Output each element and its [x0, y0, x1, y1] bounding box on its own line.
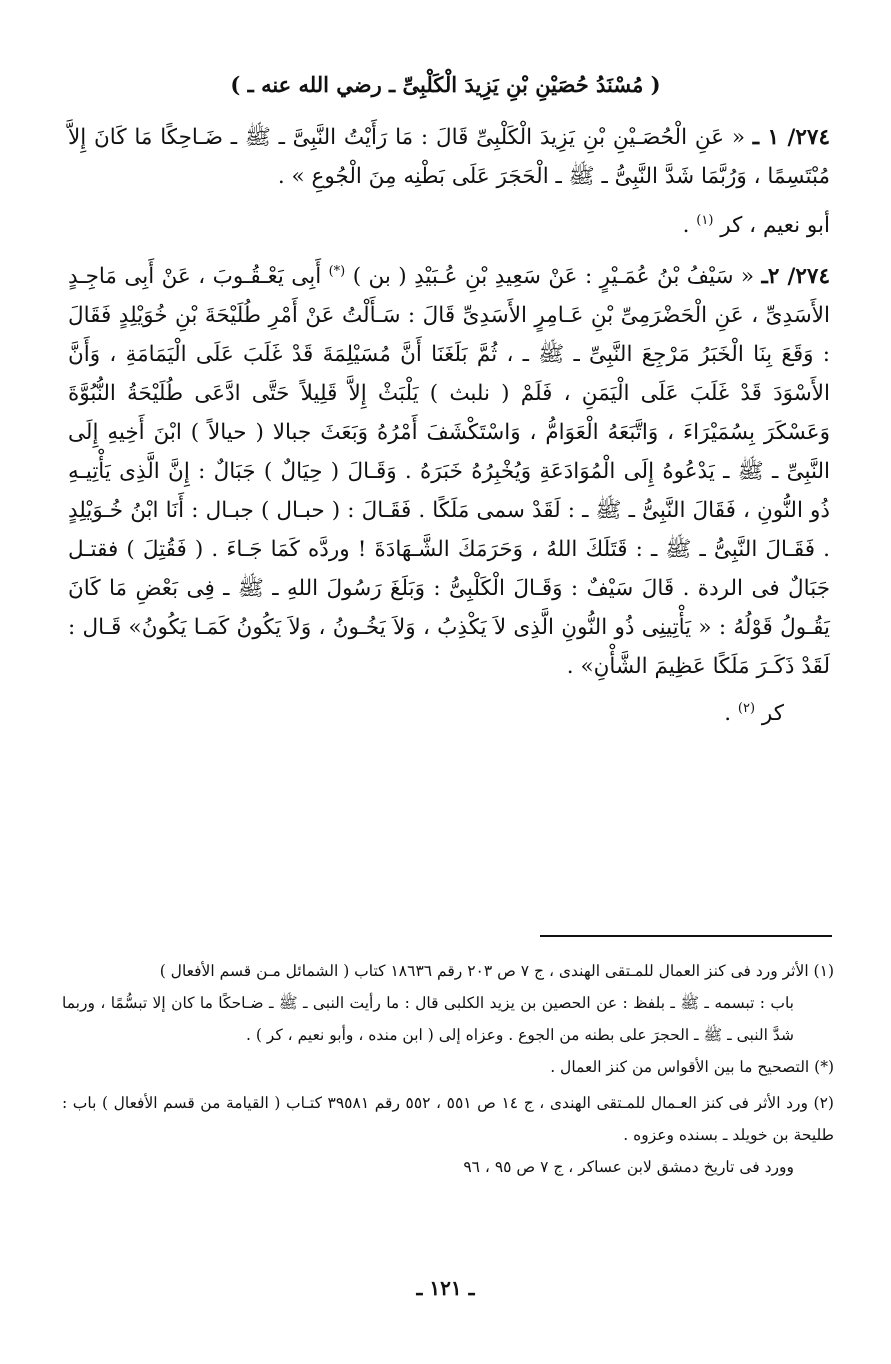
hadith-number: ٢٧٤/ ٢ـ	[761, 264, 830, 289]
hadith-source: كر $^{(٢)}$ .	[724, 700, 784, 726]
hadith-paragraph	[68, 257, 830, 686]
hadith-source: أبو نعيم ، كر $^{(١)}$ .	[682, 212, 830, 238]
hadith-text: « عَنِ الْحُصَـيْنِ بْنِ يَزِيدَ الْكَلْبِىِّ قَالَ : مَا رَأَيْتُ النَّبِىَّ ـ ﷺ ـ ضَـاحِكًا مَا كَانَ إِلاَّ مُبْتَسِمًا ، وَرُبَّمَا شَدَّ النَّبِىُّ ـ ﷺ ـ الْحَجَرَ عَلَى بَطْنِه مِنَ الْجُوعِ » .	[68, 125, 830, 189]
hadith-paragraph	[68, 118, 830, 196]
section-title: ( مُسْنَدُ حُصَيْنِ بْنِ يَزِيدَ الْكَلْبِىِّ ـ رضي الله عنه ـ )	[230, 72, 661, 97]
footnote-ref: (١)	[696, 212, 714, 228]
hadith-text: « سَيْفُ بْنُ عُمَـيْرٍ : عَنْ سَعِيدِ بْنِ عُـبَيْدِ ( بن )	[352, 264, 755, 289]
footnote-1-cont: باب : تبسمه ـ ﷺ ـ بلفظ : عن الحصين بن يزيد الكلبى قال : ما رأيت النبى ـ ﷺ ـ ضـاحكًا ما كان إلا تبسُّمًا ، وربما شدَّ النبى ـ ﷺ ـ الحجرَ على بطنه من الجوع . وعزاه إلى ( ابن منده ، وأبو نعيم ، كر ) .	[62, 994, 794, 1044]
main-text	[68, 118, 830, 733]
hadith-number: ٢٧٤/ ١ ـ	[752, 125, 830, 150]
footnote-ref: (٢)	[737, 700, 756, 716]
footnote-2-cont: وورد فى تاريخ دمشق لابن عساكر ، ج ٧ ص ٩٥ ، ٩٦	[463, 1158, 794, 1176]
page-number: ـ ١٢١ ـ	[416, 1276, 475, 1300]
footnote-star: (*) التصحيح ما بين الأقواس من كنز العمال .	[550, 1058, 834, 1076]
hadith-text: أَبِى يَعْـقُـوبَ ، عَنْ أَبِى مَاجِـدٍ الأَسَدِىِّ ، عَنِ الْحَضْرَمِىِّ بْنِ عَـامِرٍ الأَسَدِىِّ قَالَ : سَـأَلْتُ عَنْ أَمْرِ طُلَيْحَةَ بْنِ خُوَيْلِدٍ فَقَالَ : وَقَعَ بِنَا الْخَبَرُ مَرْجِعَ النَّبِىِّ ـ ﷺ ـ ، ثُمَّ بَلَغَنَا أَنَّ مُسَيْلِمَةَ قَدْ غَلَبَ عَلَى الْيَمَامَةِ ، وَأَنَّ الأَسْوَدَ قَدْ غَلَبَ عَلَى الْيَمَنِ ، فَلَمْ ( نلبث ) يَلْبَثْ إِلاَّ قَلِيلاً حَتَّى ادَّعَى طُلَيْحَةُ النُّبُوَّةَ وَعَسْكَرَ بِسُمَيْرَاءَ ، وَاتَّبَعَهُ الْعَوَامُّ ، وَاسْتَكْشَفَ أَمْرُهُ وَبَعَثَ جبالا ( حيالاً ) ابْنَ أَخِيهِ إِلَى النَّبِىِّ ـ ﷺ ـ يَدْعُوهُ إِلَى الْمُوَادَعَةِ وَيُخْبِرُهُ خَبَرَهُ . وَقَـالَ ( حِيَالٌ ) جَبَالٌ : إِنَّ الَّذِى يَأْتِيـهِ ذُو النُّونِ ، فَقَالَ النَّبِىُّ ـ ﷺ ـ : لَقَدْ سمى مَلَكًا . فَقَـالَ : ( حبـال ) جبـال : أَنَا ابْنُ خُـوَيْلِدٍ . فَقَـالَ النَّبِىُّ ـ ﷺ ـ : قَتَلَكَ اللهُ ، وَحَرَمَكَ الشَّـهَادَةَ ! وردَّه كَمَا جَـاءَ . ( فَقُتِلَ ) فقتـل جَبَالٌ فى الردة . قَالَ سَيْفٌ : وَقَـالَ الْكَلْبِىُّ : وَبَلَغَ رَسُولَ اللهِ ـ ﷺ ـ فِى بَعْضِ مَا كَانَ يَقُـولُ قَوْلُهُ : « يَأْتِينِى ذُو النُّونِ الَّذِى لاَ يَكْذِبُ ، وَلاَ يَخُـونُ ، وَلاَ يَكُونُ كَمَـا يَكُونُ» قَـال : لَقَدْ ذَكَـرَ مَلَكًا عَظِيمَ الشَّأْنِ» .	[68, 264, 830, 679]
footnote-2: (٢) ورد الأثر فى كنز العـمال للمـتقى الهندى ، ج ١٤ ص ٥٥١ ، ٥٥٢ رقم ٣٩٥٨١ كتـاب ( القيامة من قسم الأفعال ) باب : طليحة بن خويلد ـ بسنده وعزوه .	[62, 1094, 834, 1144]
footnote-1: (١) الأثر ورد فى كنز العمال للمـتقى الهندى ، ج ٧ ص ٢٠٣ رقم ١٨٦٣٦ كتاب ( الشمائل مـن قسم الأفعال )	[159, 962, 834, 980]
footnote-ref: (*)	[328, 263, 346, 279]
footnotes	[62, 955, 834, 1183]
footnote-divider	[540, 935, 832, 937]
